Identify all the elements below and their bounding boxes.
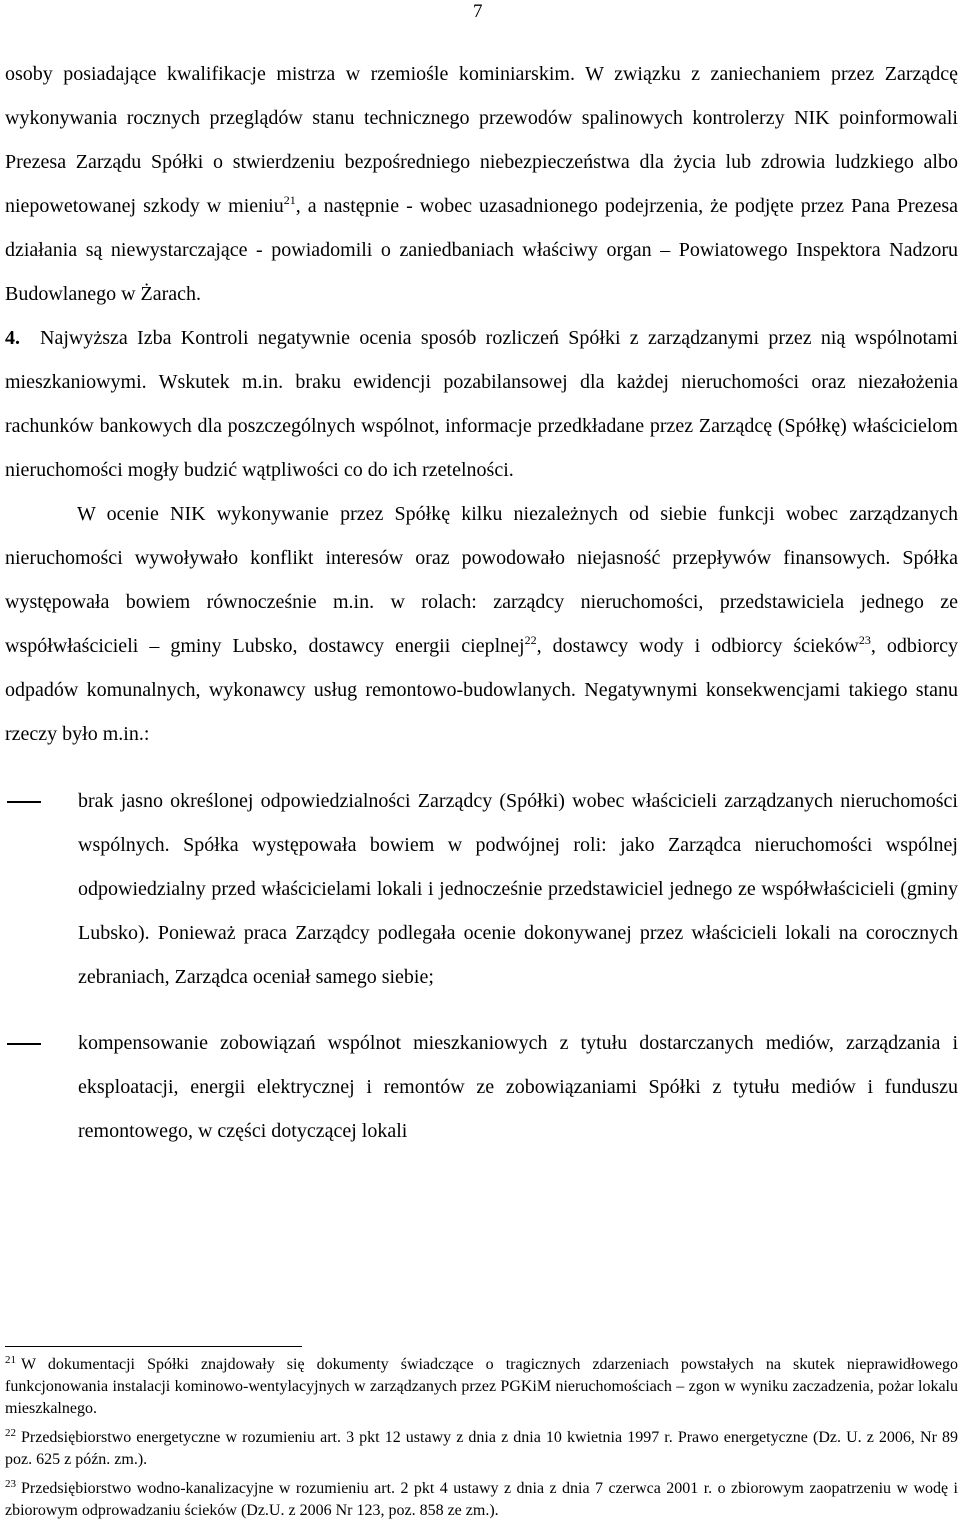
dash-bullet-icon: [7, 801, 41, 803]
footnotes: [5, 1354, 958, 1529]
section-4-paragraph: [5, 316, 958, 492]
paragraph-text: , dostawcy wody i odbiorcy ścieków: [536, 635, 859, 657]
footnote-reference[interactable]: 22: [524, 633, 537, 647]
page-number: 7: [473, 1, 483, 22]
footnote-text: W dokumentacji Spółki znajdowały się dokumenty świadczące o tragicznych zdarzeniach powstałych na skutek nieprawidłowego funkcjonowania instalacji kominowo-wentylacyjnych w zarządzanych przez PGKiM nieruchomościach – zgon w wyniku zaczadzenia, pożar lokalu mieszkalnego.: [5, 1356, 958, 1417]
footnote-number: 21: [5, 1354, 16, 1366]
footnote: [5, 1354, 958, 1420]
list-item: [5, 1021, 958, 1153]
footnote: [5, 1427, 958, 1471]
footnote-separator: [5, 1346, 302, 1347]
footnote-text: Przedsiębiorstwo wodno-kanalizacyjne w rozumieniu art. 2 pkt 4 ustawy z dnia z dnia 7 czerwca 2001 r. o zbiorowym zaopatrzeniu w wodę i zbiorowym odprowadzaniu ścieków (Dz.U. z 2006 Nr 123, poz. 858 ze zm.).: [5, 1480, 958, 1519]
paragraph-text: Najwyższa Izba Kontroli negatywnie ocenia sposób rozliczeń Spółki z zarządzanymi przez nią wspólnotami mieszkaniowymi. Wskutek m.in. braku ewidencji pozabilansowej dla każdej nieruchomości oraz niezałożenia rachunków bankowych dla poszczególnych wspólnot, informacje przedkładane przez Zarządcę (Spółkę) właścicielom nieruchomości mogły budzić wątpliwości co do ich rzetelności.: [5, 327, 958, 481]
footnote-number: 22: [5, 1427, 16, 1439]
body-text: [5, 52, 958, 1175]
footnote-reference[interactable]: 23: [858, 633, 871, 647]
footnote-reference[interactable]: 21: [283, 193, 296, 207]
footnote-text: Przedsiębiorstwo energetyczne w rozumieniu art. 3 pkt 12 ustawy z dnia z dnia 10 kwietnia 1997 r. Prawo energetyczne (Dz. U. z 2006, Nr 89 poz. 625 z późn. zm.).: [5, 1429, 958, 1468]
footnote-number: 23: [5, 1478, 16, 1490]
dash-bullet-icon: [7, 1043, 41, 1045]
paragraph-text: osoby posiadające kwalifikacje mistrza w rzemiośle kominiarskim. W związku z zaniechaniem przez Zarządcę wykonywania rocznych przeglądów stanu technicznego przewodów spalinowych kontrolerzy NIK poinformowali Prezesa Zarządu Spółki o stwierdzeniu bezpośredniego niebezpieczeństwa dla życia lub zdrowia ludzkiego albo niepowetowanej szkody w mieniu: [5, 63, 958, 217]
paragraph-conflict-of-interest: [5, 492, 958, 756]
consequences-list: [5, 779, 958, 1153]
paragraph-text: W ocenie NIK wykonywanie przez Spółkę kilku niezależnych od siebie funkcji wobec zarządzanych nieruchomości wywoływało konflikt interesów oraz powodowało niejasność przepływów finansowych. Spółka występowała bowiem równocześnie m.in. w rolach: zarządcy nieruchomości, przedstawiciela jednego ze współwłaścicieli – gminy Lubsko, dostawcy energii cieplnej: [5, 503, 958, 657]
paragraph-text: , odbiorcy odpadów komunalnych, wykonawcy usług remontowo-budowlanych. Negatywnymi konsekwencjami takiego stanu rzeczy było m.in.:: [5, 635, 959, 745]
footnote: [5, 1478, 958, 1522]
paragraph-text: , a następnie - wobec uzasadnionego podejrzenia, że podjęte przez Pana Prezesa działania są niewystarczające - powiadomili o zaniedbaniach właściwy organ – Powiatowego Inspektora Nadzoru Budowlanego w Żarach.: [5, 195, 958, 305]
list-item-text: brak jasno określonej odpowiedzialności Zarządcy (Spółki) wobec właścicieli zarządzanych nieruchomości wspólnych. Spółka występowała bowiem w podwójnej roli: jako Zarządca nieruchomości wspólnej odpowiedzialny przed właścicielami lokali i jednocześnie przedstawiciel jednego ze współwłaścicieli (gminy Lubsko). Ponieważ praca Zarządcy podlegała ocenie dokonywanej przez właścicieli lokali na corocznych zebraniach, Zarządca oceniał samego siebie;: [78, 790, 958, 988]
section-number: 4.: [5, 327, 20, 349]
paragraph-chimney-inspections: [5, 52, 958, 316]
list-item: [5, 779, 958, 999]
list-item-text: kompensowanie zobowiązań wspólnot mieszkaniowych z tytułu dostarczanych mediów, zarządzania i eksploatacji, energii elektrycznej i remontów ze zobowiązaniami Spółki z tytułu mediów i funduszu remontowego, w części dotyczącej lokali: [78, 1032, 958, 1142]
